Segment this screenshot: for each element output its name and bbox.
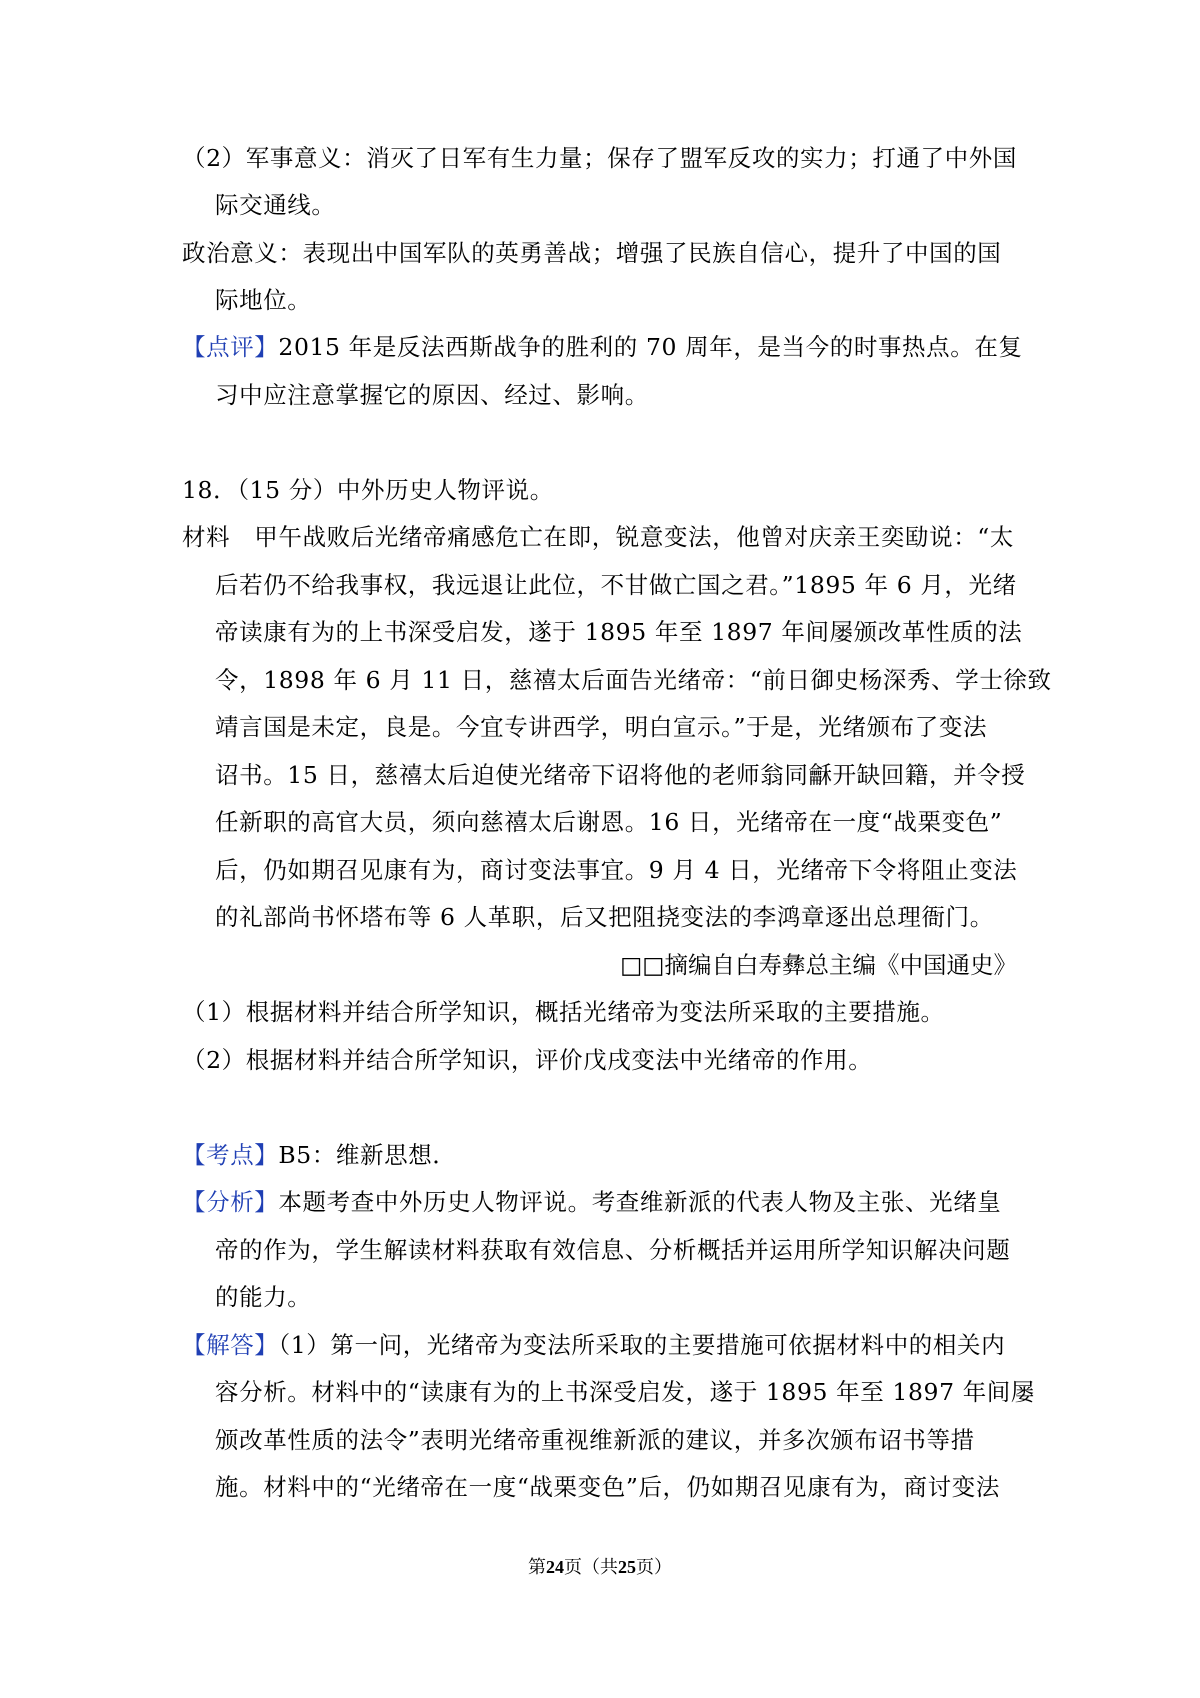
material-source: □□摘编自白寿彝总主编《中国通史》 — [620, 951, 1017, 979]
page-number: 24 — [546, 1557, 564, 1577]
answer-line: （2）军事意义：消灭了日军有生力量；保存了盟军反攻的实力；打通了中外国 — [182, 144, 1017, 172]
answer-line: 政治意义：表现出中国军队的英勇善战；增强了民族自信心，提升了中国的国 — [182, 239, 1002, 267]
kaodian-paragraph — [182, 1140, 456, 1170]
jieda-text: （1）第一问，光绪帝为变法所采取的主要措施可依据材料中的相关内 — [278, 1331, 1006, 1359]
material-line: 后若仍不给我事权，我远退让此位，不甘做亡国之君。”1895 年 6 月，光绪 — [215, 571, 1017, 599]
material-line: 靖言国是未定，良是。今宜专讲西学，明白宣示。”于是，光绪颁布了变法 — [215, 713, 988, 741]
question-heading: 18．（15 分）中外历史人物评说。 — [182, 476, 554, 504]
jieda-line: 颁改革性质的法令”表明光绪帝重视维新派的建议，并多次颁布诏书等措 — [215, 1426, 975, 1454]
material-line: 后，仍如期召见康有为，商讨变法事宜。9 月 4 日，光绪帝下令将阻止变法 — [215, 856, 1018, 884]
jieda-paragraph — [182, 1330, 1005, 1360]
jieda-tag: 【解答】 — [182, 1331, 279, 1359]
page-footer — [0, 1555, 1200, 1580]
jieda-line: 施。材料中的“光绪帝在一度“战栗变色”后，仍如期召见康有为，商讨变法 — [215, 1473, 1000, 1501]
footer-post: 页） — [636, 1557, 672, 1578]
fenxi-tag: 【分析】 — [182, 1188, 279, 1216]
comment-text: 2015 年是反法西斯战争的胜利的 70 周年，是当今的时事热点。在复 — [278, 333, 1023, 361]
fenxi-line: 的能力。 — [215, 1283, 312, 1311]
kaodian-tag: 【考点】 — [182, 1141, 279, 1169]
material-line: 帝读康有为的上书深受启发，遂于 1895 年至 1897 年间屡颁改革性质的法 — [215, 618, 1023, 646]
answer-line: 际地位。 — [215, 286, 312, 314]
fenxi-paragraph — [182, 1187, 1001, 1217]
comment-line: 习中应注意掌握它的原因、经过、影响。 — [215, 381, 649, 409]
sub-question-1: （1）根据材料并结合所学知识，概括光绪帝为变法所采取的主要措施。 — [182, 998, 945, 1026]
material-line: 令，1898 年 6 月 11 日，慈禧太后面告光绪帝：“前日御史杨深秀、学士徐致 — [215, 666, 1052, 694]
jieda-line: 容分析。材料中的“读康有为的上书深受启发，遂于 1895 年至 1897 年间屡 — [215, 1378, 1036, 1406]
comment-paragraph — [182, 332, 1023, 362]
footer-pre: 第 — [528, 1557, 546, 1578]
footer-mid: 页（共 — [564, 1557, 618, 1578]
comment-tag: 【点评】 — [182, 333, 279, 361]
sub-question-2: （2）根据材料并结合所学知识，评价戊戌变法中光绪帝的作用。 — [182, 1046, 873, 1074]
fenxi-line: 帝的作为，学生解读材料获取有效信息、分析概括并运用所学知识解决问题 — [215, 1236, 1011, 1264]
answer-line: 际交通线。 — [215, 191, 336, 219]
material-line: 材料 甲午战败后光绪帝痛感危亡在即，锐意变法，他曾对庆亲王奕劻说：“太 — [182, 523, 1015, 551]
material-line: 的礼部尚书怀塔布等 6 人革职，后又把阻挠变法的李鸿章逐出总理衙门。 — [215, 903, 994, 931]
fenxi-text: 本题考查中外历史人物评说。考查维新派的代表人物及主张、光绪皇 — [278, 1188, 1002, 1216]
total-pages: 25 — [618, 1557, 636, 1577]
kaodian-text: B5：维新思想． — [278, 1141, 457, 1169]
material-line: 任新职的高官大员，须向慈禧太后谢恩。16 日，光绪帝在一度“战栗变色” — [215, 808, 1003, 836]
material-line: 诏书。15 日，慈禧太后迫使光绪帝下诏将他的老师翁同龢开缺回籍，并令授 — [215, 761, 1026, 789]
